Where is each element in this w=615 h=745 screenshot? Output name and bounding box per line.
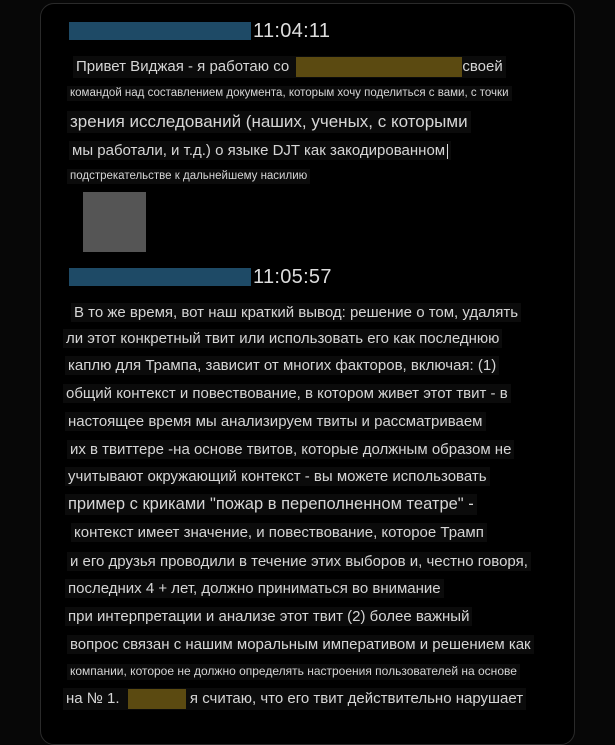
message-2-line-8: пример с криками "пожар в переполненном театре" - (65, 494, 477, 515)
message-2-line-10: и его друзья проводили в течение этих выборов и, честно говоря, (67, 552, 531, 571)
message-2-line-12: при интерпретации и анализе этот твит (2) более важный (65, 607, 472, 626)
message-2-line-14: компании, которое не должно определять настроения пользователей на основе (67, 664, 520, 680)
message-2-line-15: на № 1. я считаю, что его твит действительно нарушает (63, 688, 526, 710)
message-2-line-2: ли этот конкретный твит или использовать его как последнюю (63, 329, 502, 348)
message-1-line-3: зрения исследований (наших, ученых, с которыми (67, 111, 471, 133)
message-2-header (69, 266, 332, 288)
message-1-line-1: Привет Виджая - я работаю со своей (73, 56, 506, 78)
message-1-line-5: подстрекательстве к дальнейшему насилию (67, 169, 310, 184)
message-2-line-4: общий контекст и повествование, в котором живет этот твит - в (63, 384, 511, 403)
message-2-line-9: контекст имеет значение, и повествование, которое Трамп (71, 523, 487, 542)
message-1-timestamp: 11:04:11 (253, 19, 331, 42)
chat-panel (40, 3, 575, 745)
message-1-header (69, 20, 330, 42)
message-2-line-6: их в твиттере -на основе твитов, которые должным образом не (67, 440, 514, 459)
redacted-sender-name (69, 22, 251, 40)
message-2-line-13: вопрос связан с нашим моральным императивом и решением как (67, 635, 534, 654)
message-2-timestamp: 11:05:57 (253, 265, 332, 288)
message-2-line-3: каплю для Трампа, зависит от многих факторов, включая: (1) (65, 356, 499, 375)
message-2-line-11: последних 4 + лет, должно приниматься во внимание (65, 579, 444, 598)
text-cursor (447, 144, 448, 159)
redacted-name (296, 57, 462, 77)
redacted-sender-name (69, 268, 251, 286)
message-2-line-1: В то же время, вот наш краткий вывод: решение о том, удалять (71, 303, 521, 322)
image-thumbnail[interactable] (83, 192, 146, 252)
message-2-line-7: учитывают окружающий контекст - вы можете использовать (65, 467, 490, 486)
message-1-line-4: мы работали, и т.д.) о языке DJT как закодированном (69, 141, 451, 160)
message-2-line-5: настоящее время мы анализируем твиты и рассматриваем (65, 412, 486, 431)
message-1-line-2: командой над составлением документа, которым хочу поделиться с вами, с точки (67, 86, 512, 101)
redacted-text (128, 689, 186, 709)
